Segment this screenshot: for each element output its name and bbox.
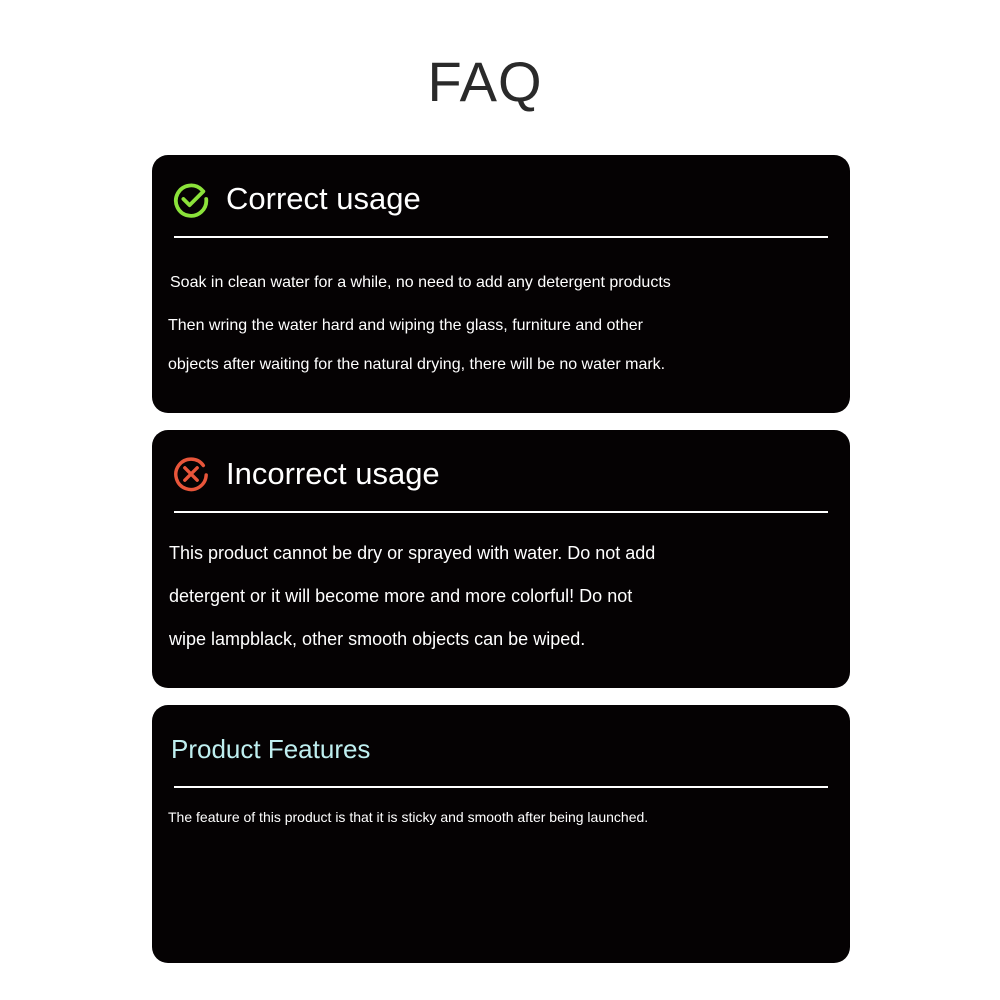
product-features-card	[152, 705, 850, 963]
card-heading: Correct usage	[226, 181, 421, 216]
check-circle-icon	[172, 180, 210, 218]
card-heading: Incorrect usage	[226, 456, 440, 491]
body-text-line: wipe lampblack, other smooth objects can be wiped.	[169, 629, 586, 649]
body-text-line: The feature of this product is that it is sticky and smooth after being launched.	[168, 809, 649, 825]
divider	[174, 511, 828, 513]
card-heading: Product Features	[171, 733, 371, 764]
divider	[174, 786, 828, 788]
incorrect-usage-card	[152, 430, 850, 688]
x-circle-icon	[172, 455, 210, 493]
page-title: FAQ	[427, 50, 543, 113]
card-header	[172, 452, 440, 496]
body-text-line: This product cannot be dry or sprayed with water. Do not add	[169, 543, 656, 563]
body-text-line: Soak in clean water for a while, no need to add any detergent products	[170, 274, 671, 291]
body-text-line: detergent or it will become more and more colorful! Do not	[169, 586, 633, 606]
card-header	[171, 727, 370, 771]
body-text-line: Then wring the water hard and wiping the glass, furniture and other	[168, 317, 643, 334]
correct-usage-card	[152, 155, 850, 413]
card-header	[172, 177, 421, 221]
body-text-line: objects after waiting for the natural drying, there will be no water mark.	[168, 356, 666, 373]
divider	[174, 236, 828, 238]
